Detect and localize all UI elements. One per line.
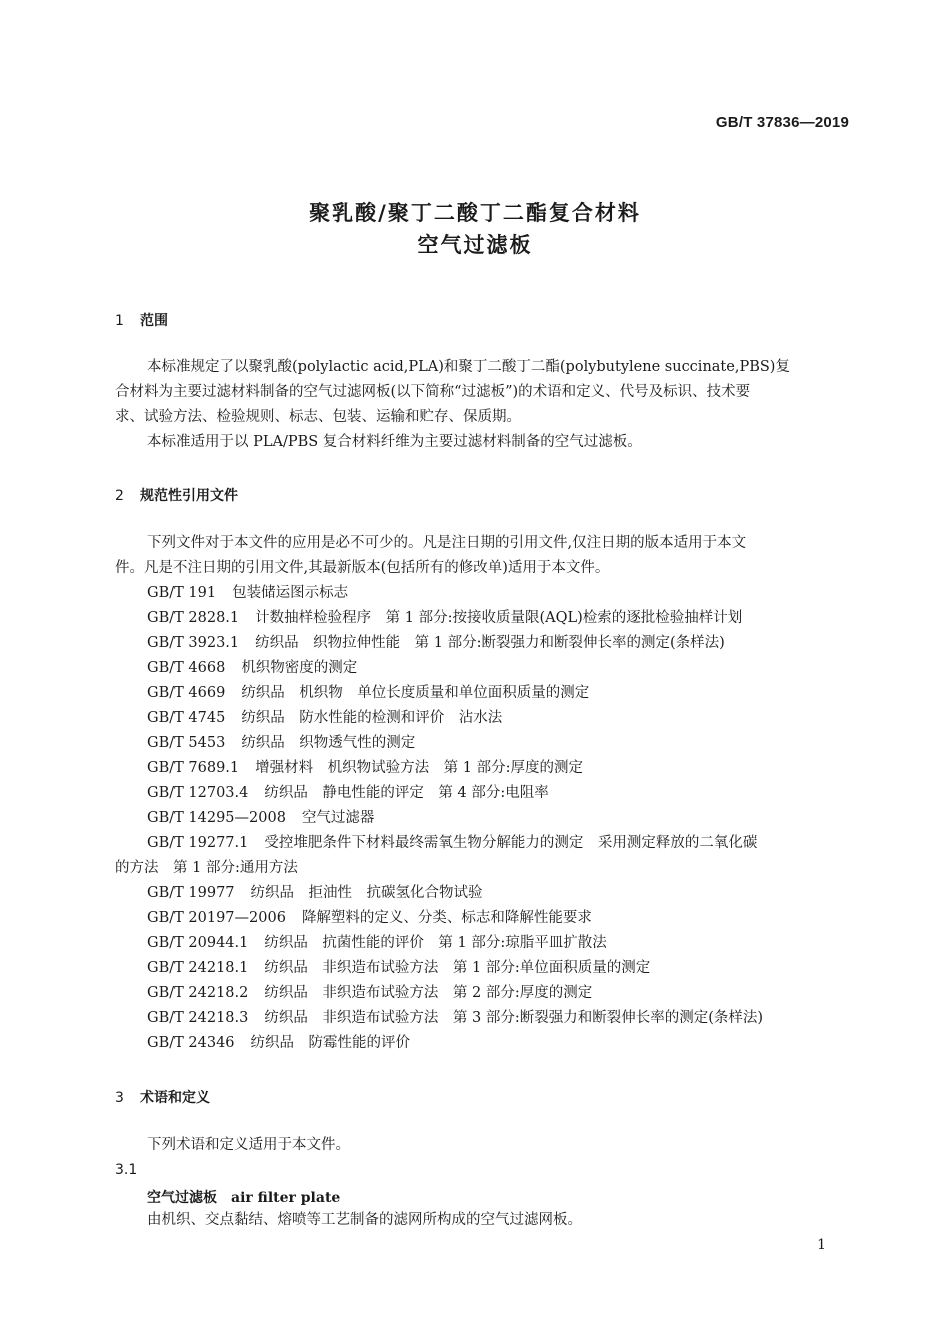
reference-title: 纺织品 防霉性能的评价	[250, 1035, 411, 1051]
term-entry	[147, 1187, 340, 1207]
refs-intro-line: 件。凡是不注日期的引用文件,其最新版本(包括所有的修改单)适用于本文件。	[115, 560, 610, 576]
term-definition: 由机织、交点黏结、熔喷等工艺制备的滤网所构成的空气过滤网板。	[147, 1212, 582, 1228]
reference-title: 降解塑料的定义、分类、标志和降解性能要求	[301, 910, 592, 926]
reference-item	[147, 1031, 410, 1056]
document-title: 聚乳酸/聚丁二酸丁二酯复合材料	[309, 201, 641, 225]
reference-item	[147, 806, 374, 831]
reference-item	[147, 656, 357, 681]
reference-item	[147, 781, 549, 806]
reference-title: 受控堆肥条件下材料最终需氧生物分解能力的测定 采用测定释放的二氧化碳	[264, 835, 758, 851]
reference-title: 纺织品 非织造布试验方法 第 2 部分:厚度的测定	[264, 985, 593, 1001]
reference-code: GB/T 24218.1	[147, 960, 249, 976]
reference-code: GB/T 12703.4	[147, 785, 249, 801]
reference-item	[147, 831, 757, 856]
reference-title: 纺织品 抗菌性能的评价 第 1 部分:琼脂平皿扩散法	[264, 935, 607, 951]
scope-paragraph-line: 合材料为主要过滤材料制备的空气过滤网板(以下简称“过滤板”)的术语和定义、代号及标识、技术要	[115, 384, 751, 400]
reference-code: GB/T 24218.3	[147, 1010, 249, 1026]
section-number: 3	[115, 1090, 124, 1106]
reference-code: GB/T 191	[147, 585, 217, 601]
reference-title: 纺织品 织物拉伸性能 第 1 部分:断裂强力和断裂伸长率的测定(条样法)	[255, 635, 725, 651]
reference-item	[147, 706, 502, 731]
reference-title: 纺织品 机织物 单位长度质量和单位面积质量的测定	[241, 685, 590, 701]
reference-title: 纺织品 拒油性 抗碳氢化合物试验	[250, 885, 483, 901]
reference-item	[147, 631, 725, 656]
reference-code: GB/T 4745	[147, 710, 226, 726]
reference-title: 的方法 第 1 部分:通用方法	[115, 860, 298, 876]
section-heading-refs	[115, 485, 238, 505]
reference-code: GB/T 4669	[147, 685, 226, 701]
reference-code: GB/T 20197—2006	[147, 910, 286, 926]
reference-title: 纺织品 织物透气性的测定	[241, 735, 416, 751]
section-title: 规范性引用文件	[140, 488, 238, 504]
reference-item	[147, 906, 592, 931]
term-english: air filter plate	[231, 1190, 341, 1206]
page-number: 1	[817, 1237, 826, 1253]
scope-paragraph-line: 求、试验方法、检验规则、标志、包装、运输和贮存、保质期。	[115, 409, 521, 425]
reference-title: 空气过滤器	[301, 810, 375, 826]
reference-item	[115, 856, 298, 881]
term-chinese: 空气过滤板	[147, 1190, 217, 1206]
reference-code: GB/T 24346	[147, 1035, 235, 1051]
document-subtitle: 空气过滤板	[417, 233, 533, 257]
reference-code: GB/T 7689.1	[147, 760, 240, 776]
reference-code: GB/T 24218.2	[147, 985, 249, 1001]
reference-title: 纺织品 非织造布试验方法 第 3 部分:断裂强力和断裂伸长率的测定(条样法)	[264, 1010, 764, 1026]
standard-number: GB/T 37836—2019	[715, 114, 849, 131]
reference-title: 纺织品 防水性能的检测和评价 沾水法	[241, 710, 503, 726]
term-number: 3.1	[115, 1162, 138, 1178]
section-heading-terms	[115, 1087, 210, 1107]
reference-code: GB/T 2828.1	[147, 610, 240, 626]
reference-title: 纺织品 非织造布试验方法 第 1 部分:单位面积质量的测定	[264, 960, 651, 976]
reference-item	[147, 731, 415, 756]
reference-code: GB/T 3923.1	[147, 635, 240, 651]
reference-item	[147, 756, 583, 781]
reference-code: GB/T 19277.1	[147, 835, 249, 851]
section-title: 范围	[140, 313, 168, 329]
scope-applicability: 本标准适用于以 PLA/PBS 复合材料纤维为主要过滤材料制备的空气过滤板。	[147, 434, 642, 450]
reference-item	[147, 606, 742, 631]
reference-item	[147, 1006, 763, 1031]
reference-code: GB/T 19977	[147, 885, 235, 901]
reference-title: 包装储运图示标志	[232, 585, 349, 601]
terms-intro: 下列术语和定义适用于本文件。	[147, 1137, 350, 1153]
reference-item	[147, 956, 650, 981]
reference-item	[147, 881, 483, 906]
section-title: 术语和定义	[140, 1090, 210, 1106]
reference-item	[147, 681, 589, 706]
reference-title: 计数抽样检验程序 第 1 部分:按接收质量限(AQL)检索的逐批检验抽样计划	[255, 610, 743, 626]
section-number: 1	[115, 313, 124, 329]
section-heading-scope	[115, 310, 168, 330]
reference-code: GB/T 5453	[147, 735, 226, 751]
reference-item	[147, 581, 348, 606]
section-number: 2	[115, 488, 124, 504]
reference-item	[147, 931, 607, 956]
reference-code: GB/T 14295—2008	[147, 810, 286, 826]
reference-title: 增强材料 机织物试验方法 第 1 部分:厚度的测定	[255, 760, 583, 776]
refs-intro-line: 下列文件对于本文件的应用是必不可少的。凡是注日期的引用文件,仅注日期的版本适用于本文	[147, 535, 747, 551]
reference-code: GB/T 4668	[147, 660, 226, 676]
reference-code: GB/T 20944.1	[147, 935, 249, 951]
reference-item	[147, 981, 592, 1006]
reference-title: 机织物密度的测定	[241, 660, 358, 676]
scope-paragraph-line: 本标准规定了以聚乳酸(polylactic acid,PLA)和聚丁二酸丁二酯(polybutylene succinate,PBS)复	[147, 359, 790, 375]
reference-title: 纺织品 静电性能的评定 第 4 部分:电阻率	[264, 785, 549, 801]
